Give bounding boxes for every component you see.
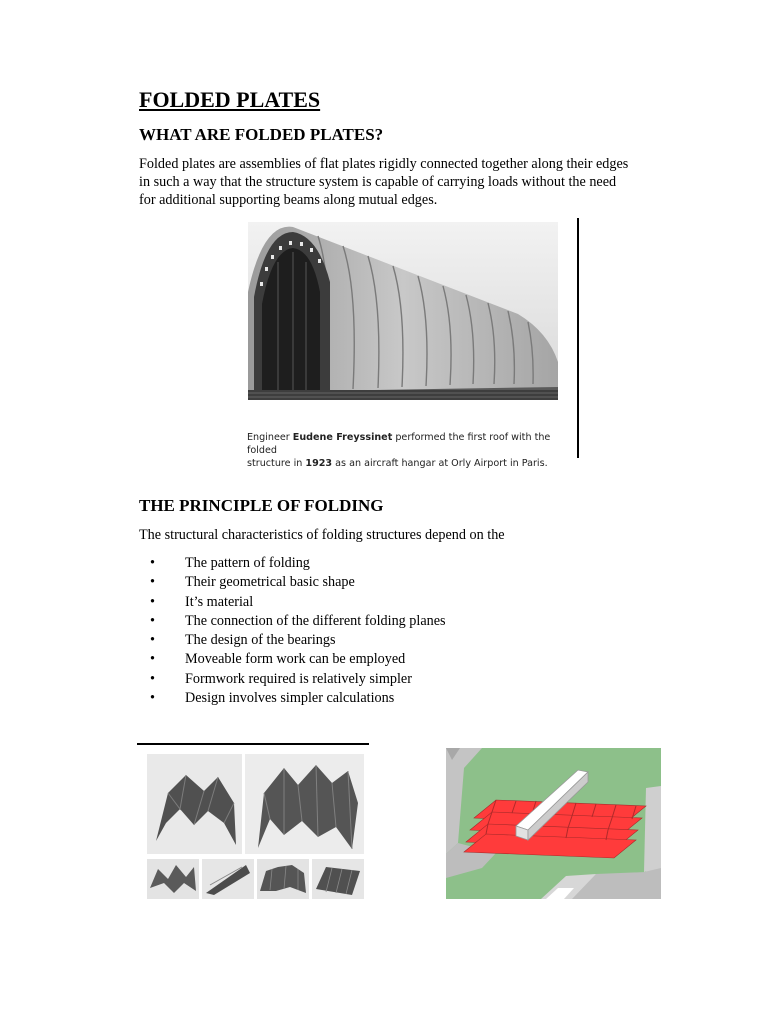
caption-text: as an aircraft hangar at Orly Airport in Paris. [332, 458, 548, 469]
paragraph-line: in such a way that the structure system is capable of carrying loads without the need [139, 174, 617, 190]
definition-paragraph [139, 155, 679, 209]
paragraph-line: Folded plates are assemblies of flat plates rigidly connected together along their edges [139, 156, 629, 172]
list-item: • It’s material [139, 593, 446, 612]
list-item: • Formwork required is relatively simpler [139, 670, 446, 689]
caption-text: structure in [247, 458, 306, 469]
hangar-photo [248, 222, 558, 400]
list-item: • The design of the bearings [139, 631, 446, 650]
section-heading-principle: THE PRINCIPLE OF FOLDING [139, 496, 384, 515]
list-item: • The pattern of folding [139, 554, 446, 573]
page-title: FOLDED PLATES [139, 87, 321, 112]
folded-plate-diagram [446, 748, 661, 899]
list-item: • The connection of the different folding planes [139, 612, 446, 631]
caption-text: performed the first roof with the folded [247, 432, 551, 456]
figure-caption [247, 431, 577, 470]
list-item: • Their geometrical basic shape [139, 573, 446, 592]
caption-year: 1923 [305, 458, 333, 469]
principle-intro: The structural characteristics of folding structures depend on the [139, 527, 505, 543]
horizontal-rule [137, 743, 369, 745]
section-heading-what-are: WHAT ARE FOLDED PLATES? [139, 125, 384, 144]
engineer-name: Eudene Freyssinet [292, 432, 393, 443]
folded-paper-models [146, 753, 365, 900]
caption-text: Engineer [247, 432, 293, 443]
figure-border-line [577, 218, 579, 458]
list-item: • Design involves simpler calculations [139, 689, 446, 708]
principle-list [139, 554, 446, 708]
list-item: • Moveable form work can be employed [139, 650, 446, 669]
paragraph-line: for additional supporting beams along mutual edges. [139, 192, 438, 208]
